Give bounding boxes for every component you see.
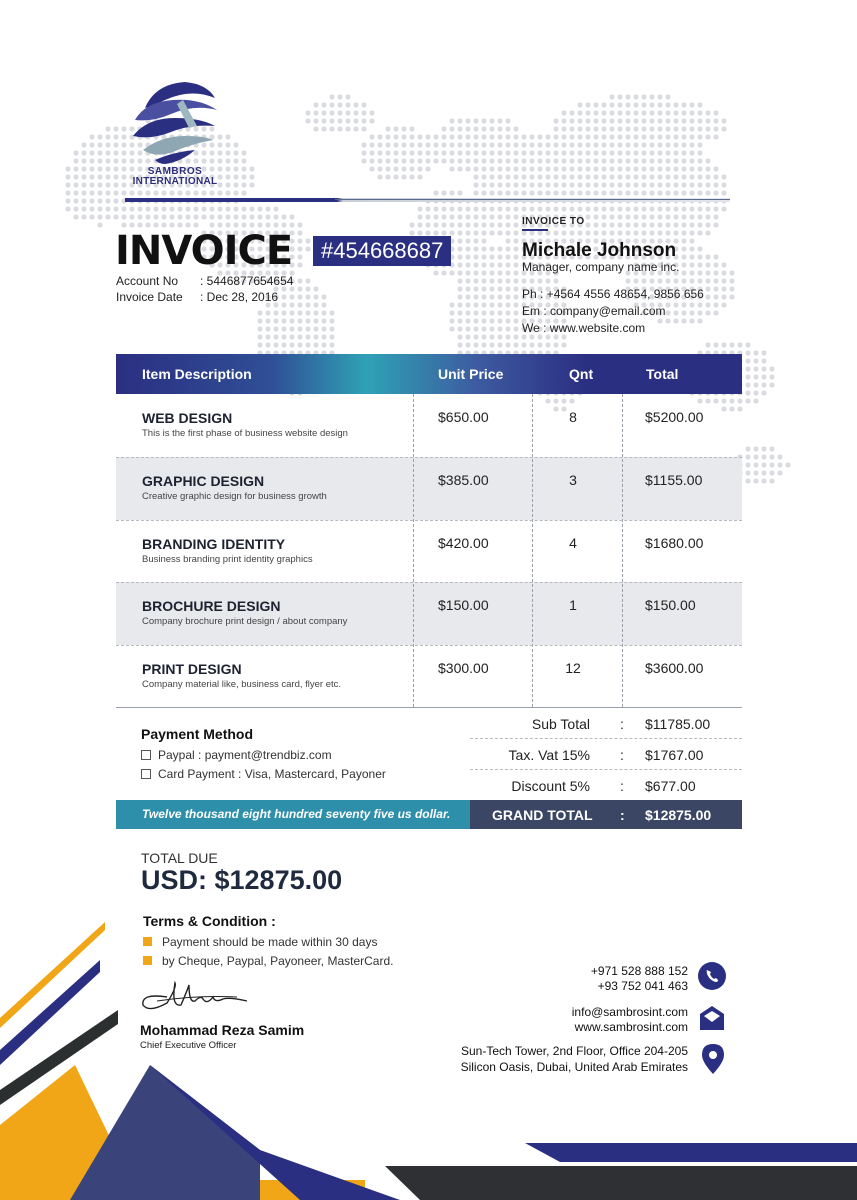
term-item bbox=[143, 935, 377, 949]
table-row bbox=[116, 457, 742, 520]
client-email: Em : company@email.com bbox=[522, 304, 666, 318]
item-quantity: 1 bbox=[569, 597, 577, 613]
subtotal-row bbox=[470, 708, 742, 739]
brand-name-line1: SAMBROS bbox=[147, 166, 203, 177]
total-due-label: TOTAL DUE bbox=[141, 850, 218, 866]
header-rule bbox=[125, 198, 730, 202]
discount-row bbox=[470, 770, 742, 801]
item-price: $650.00 bbox=[438, 409, 489, 425]
invoice-to-label: INVOICE TO bbox=[522, 216, 585, 227]
item-description: Company material like, business card, flyer etc. bbox=[142, 679, 342, 690]
item-name: BROCHURE DESIGN bbox=[142, 598, 281, 614]
row-divider bbox=[116, 457, 742, 458]
invoice-to-underline bbox=[522, 229, 548, 231]
signer-role: Chief Executive Officer bbox=[140, 1040, 237, 1051]
envelope-icon bbox=[698, 1004, 726, 1032]
row-divider bbox=[116, 520, 742, 521]
amount-in-words: Twelve thousand eight hundred seventy five us dollar. bbox=[116, 800, 470, 829]
row-divider bbox=[116, 582, 742, 583]
header-total: Total bbox=[646, 366, 679, 382]
table-row bbox=[116, 645, 742, 708]
payment-method-title: Payment Method bbox=[141, 726, 254, 742]
item-total: $1680.00 bbox=[645, 535, 704, 551]
term-text: Payment should be made within 30 days bbox=[162, 935, 378, 949]
item-name: BRANDING IDENTITY bbox=[142, 536, 286, 552]
table-row bbox=[116, 582, 742, 645]
table-row bbox=[116, 394, 742, 457]
subtotal-colon: : bbox=[620, 716, 624, 732]
checkbox-icon bbox=[141, 769, 151, 779]
item-total: $150.00 bbox=[645, 597, 696, 613]
item-total: $1155.00 bbox=[645, 472, 703, 488]
discount-colon: : bbox=[620, 778, 624, 794]
item-quantity: 12 bbox=[565, 660, 581, 676]
invoice-title: INVOICE bbox=[115, 228, 293, 274]
discount-value: $677.00 bbox=[645, 778, 696, 794]
bullet-icon bbox=[143, 937, 152, 946]
tax-row bbox=[470, 739, 742, 770]
item-price: $385.00 bbox=[438, 472, 489, 488]
phone-icon bbox=[698, 962, 726, 990]
signature-icon bbox=[137, 977, 252, 1015]
item-quantity: 3 bbox=[569, 472, 577, 488]
table-row bbox=[116, 520, 742, 583]
header-unit-price: Unit Price bbox=[438, 366, 504, 382]
item-name: PRINT DESIGN bbox=[142, 661, 242, 677]
signer-name: Mohammad Reza Samim bbox=[140, 1022, 305, 1038]
tax-label: Tax. Vat 15% bbox=[508, 747, 590, 763]
client-website: We : www.website.com bbox=[522, 321, 646, 335]
item-description: Creative graphic design for business growth bbox=[142, 491, 327, 502]
terms-title: Terms & Condition : bbox=[143, 913, 276, 929]
company-logo bbox=[125, 78, 225, 188]
term-item bbox=[143, 954, 393, 968]
payment-paypal-text: Paypal : payment@trendbiz.com bbox=[158, 748, 332, 762]
account-label: Account No bbox=[116, 274, 179, 288]
item-price: $420.00 bbox=[438, 535, 489, 551]
address-line-1: Sun-Tech Tower, 2nd Floor, Office 204-205 bbox=[460, 1044, 688, 1058]
item-description: Company brochure print design / about company bbox=[142, 616, 348, 627]
item-total: $5200.00 bbox=[645, 409, 704, 425]
table-header bbox=[116, 354, 742, 394]
payment-card bbox=[141, 767, 386, 781]
account-row bbox=[116, 274, 293, 288]
item-price: $150.00 bbox=[438, 597, 489, 613]
grand-total-value: $12875.00 bbox=[645, 807, 712, 823]
item-name: WEB DESIGN bbox=[142, 410, 233, 426]
checkbox-icon bbox=[141, 750, 151, 760]
location-pin-icon bbox=[702, 1044, 724, 1074]
column-divider bbox=[413, 394, 414, 707]
header-quantity: Qnt bbox=[569, 366, 594, 382]
contact-email: info@sambrosint.com bbox=[571, 1005, 688, 1019]
invoice-number: #454668687 bbox=[313, 236, 451, 266]
globe-logo-icon bbox=[125, 78, 225, 166]
bullet-icon bbox=[143, 956, 152, 965]
tax-value: $1767.00 bbox=[645, 747, 704, 763]
total-due-amount: USD: $12875.00 bbox=[141, 865, 343, 895]
contact-website: www.sambrosint.com bbox=[574, 1020, 688, 1034]
discount-label: Discount 5% bbox=[511, 778, 590, 794]
payment-card-text: Card Payment : Visa, Mastercard, Payoner bbox=[158, 767, 386, 781]
grand-total-colon: : bbox=[620, 807, 625, 823]
item-description: This is the first phase of business website design bbox=[142, 428, 348, 439]
term-text: by Cheque, Paypal, Payoneer, MasterCard. bbox=[162, 954, 394, 968]
item-quantity: 8 bbox=[569, 409, 577, 425]
client-name: Michale Johnson bbox=[522, 240, 677, 261]
item-total: $3600.00 bbox=[645, 660, 704, 676]
row-divider bbox=[116, 645, 742, 646]
client-role: Manager, company name inc. bbox=[522, 260, 680, 274]
grand-total-label: GRAND TOTAL bbox=[492, 807, 593, 823]
grand-total-bar bbox=[470, 800, 742, 829]
date-value: : Dec 28, 2016 bbox=[200, 290, 279, 304]
column-divider bbox=[622, 394, 623, 707]
client-phone: Ph : +4564 4556 48654, 9856 656 bbox=[522, 287, 704, 301]
item-quantity: 4 bbox=[569, 535, 577, 551]
item-name: GRAPHIC DESIGN bbox=[142, 473, 265, 489]
date-label: Invoice Date bbox=[116, 290, 183, 304]
column-divider bbox=[532, 394, 533, 707]
subtotal-value: $11785.00 bbox=[645, 716, 711, 732]
account-value: : 5446877654654 bbox=[200, 274, 294, 288]
item-description: Business branding print identity graphics bbox=[142, 554, 313, 565]
brand-name-line2: INTERNATIONAL bbox=[132, 176, 218, 187]
subtotal-label: Sub Total bbox=[531, 716, 590, 732]
date-row bbox=[116, 290, 278, 304]
header-item-description: Item Description bbox=[142, 366, 252, 382]
contact-phone-1: +971 528 888 152 bbox=[590, 964, 688, 978]
item-price: $300.00 bbox=[438, 660, 489, 676]
contact-phone-2: +93 752 041 463 bbox=[597, 979, 688, 993]
decorative-corner-shapes bbox=[0, 900, 857, 1200]
tax-colon: : bbox=[620, 747, 624, 763]
payment-paypal bbox=[141, 748, 332, 762]
address-line-2: Silicon Oasis, Dubai, United Arab Emirates bbox=[460, 1060, 688, 1074]
